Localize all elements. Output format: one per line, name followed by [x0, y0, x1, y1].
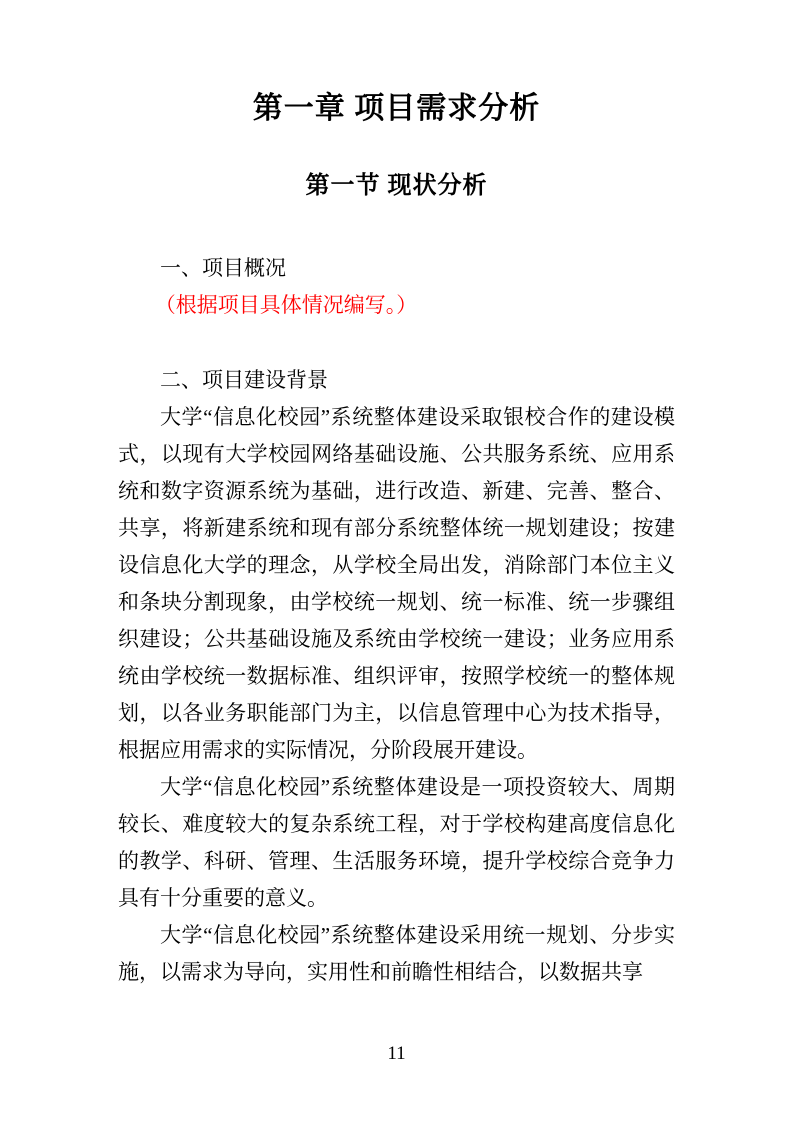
page-number: 11: [387, 1043, 406, 1064]
body-paragraph: 大学“信息化校园”系统整体建设采取银校合作的建设模式，以现有大学校园网络基础设施、公共服务系统、应用系统和数字资源系统为基础，进行改造、新建、完善、整合、共享，将新建系统和现有部分系统整体统一规划建设；按建设信息化大学的理念，从学校全局出发，消除部门本位主义和条块分割现象，由学校统一规划、统一标准、统一步骤组织建设；公共基础设施及系统由学校统一建设；业务应用系统由学校统一数据标准、组织评审，按照学校统一的整体规划，以各业务职能部门为主，以信息管理中心为技术指导，根据应用需求的实际情况，分阶段展开建设。: [118, 405, 675, 762]
red-placeholder-note: （根据项目具体情况编写。）: [154, 293, 418, 317]
body-paragraph: 大学“信息化校园”系统整体建设采用统一规划、分步实施，以需求为导向，实用性和前瞻性相结合，以数据共享: [118, 923, 675, 984]
heading-project-background: 二、项目建设背景: [160, 368, 328, 392]
heading-project-overview: 一、项目概况: [160, 256, 286, 280]
section-title: 第一节 现状分析: [305, 173, 488, 199]
chapter-title: 第一章 项目需求分析: [252, 92, 541, 125]
body-paragraph: 大学“信息化校园”系统整体建设是一项投资较大、周期较长、难度较大的复杂系统工程，对于学校构建高度信息化的教学、科研、管理、生活服务环境，提升学校综合竞争力具有十分重要的意义。: [118, 775, 675, 910]
